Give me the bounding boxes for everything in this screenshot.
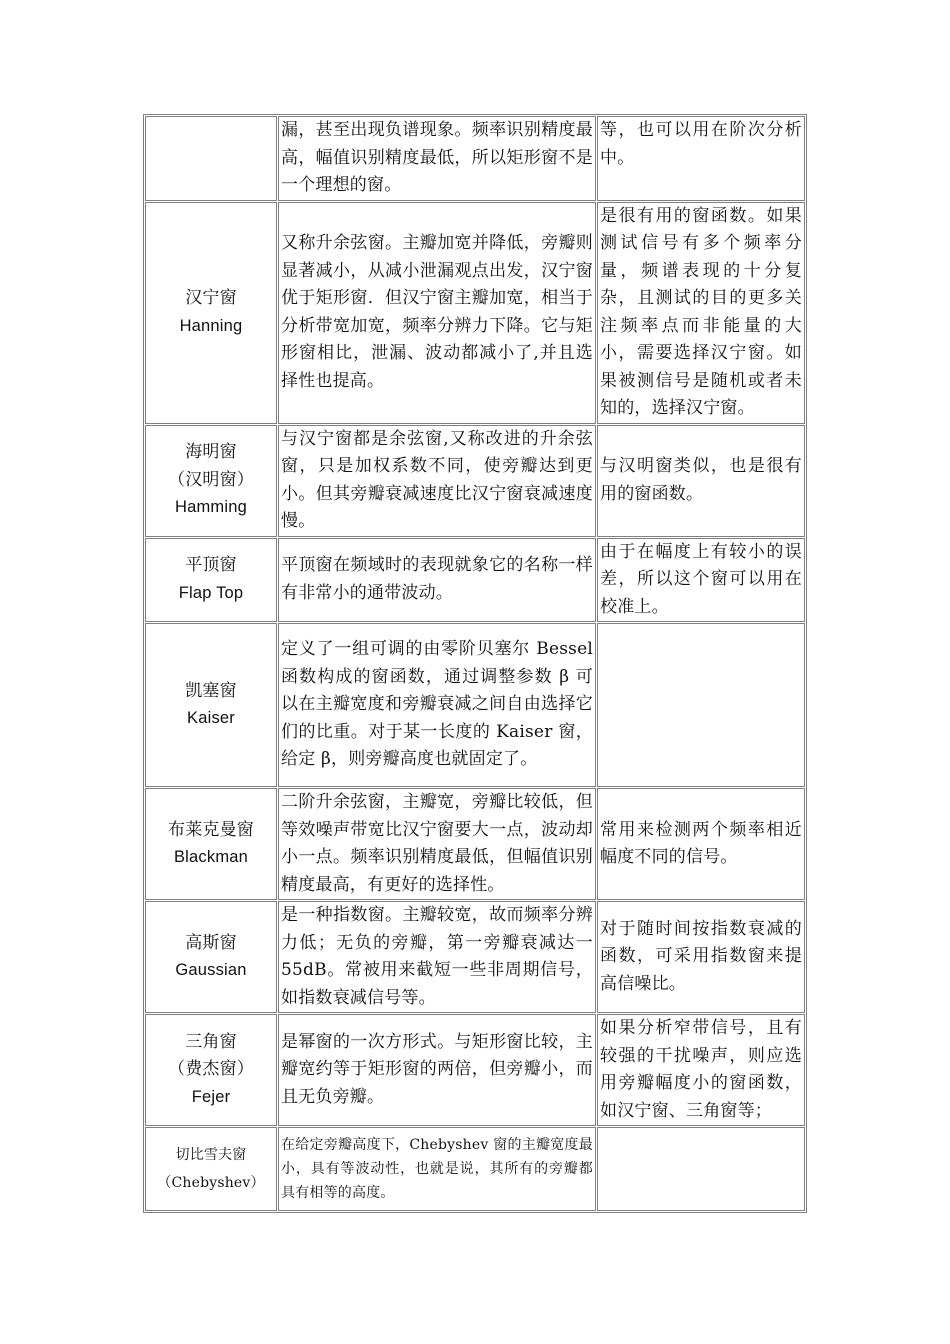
- window-name-cn: 切比雪夫窗: [175, 1147, 247, 1163]
- description-cell: 漏，甚至出现负谱现象。频率识别精度最高，幅值识别精度最低，所以矩形窗不是一个理想的窗。: [278, 116, 596, 201]
- table-row: [145, 901, 805, 1013]
- table-row: [145, 623, 805, 787]
- window-name-en: Fejer: [191, 1087, 231, 1106]
- usage-cell: [597, 623, 805, 787]
- window-name-cn: 布莱克曼窗: [168, 819, 254, 840]
- table-row: [145, 538, 805, 623]
- usage-cell: 对于随时间按指数衰减的函数，可采用指数窗来提高信噪比。: [597, 901, 805, 1013]
- usage-cell: 是很有用的窗函数。如果测试信号有多个频率分量，频谱表现的十分复杂，且测试的目的更多关注频率点而非能量的大小，需要选择汉宁窗。如果被测信号是随机或者未知的，选择汉宁窗。: [597, 202, 805, 424]
- window-name-alias: （费杰窗）: [168, 1059, 254, 1080]
- window-name-cn: 海明窗: [185, 442, 237, 463]
- window-name-en: Blackman: [173, 848, 249, 866]
- description-cell: 是一种指数窗。主瓣较宽，故而频率分辨力低；无负的旁瓣，第一旁瓣衰减达一 55dB。常被用来截短一些非周期信号，如指数衰减信号等。: [278, 901, 596, 1013]
- window-name-cell: [145, 538, 277, 623]
- window-name-en: Flap Top: [178, 583, 244, 602]
- window-name-cell: [145, 116, 277, 201]
- window-name-cell: [145, 623, 277, 787]
- usage-cell: [597, 1127, 805, 1211]
- window-name-cell: [145, 901, 277, 1013]
- table-row: [145, 788, 805, 900]
- window-name-cn: 平顶窗: [185, 555, 237, 576]
- window-name-alias: （汉明窗）: [168, 469, 254, 490]
- window-name-cn: 凯塞窗: [185, 680, 237, 701]
- description-cell: 是幂窗的一次方形式。与矩形窗比较，主瓣宽约等于矩形窗的两倍，但旁瓣小，而且无负旁瓣。: [278, 1014, 596, 1126]
- description-cell: 又称升余弦窗。主瓣加宽并降低，旁瓣则显著减小，从减小泄漏观点出发，汉宁窗优于矩形窗．但汉宁窗主瓣加宽，相当于分析带宽加宽，频率分辨力下降。它与矩形窗相比，泄漏、波动都减小了,并且选择性也提高。: [278, 202, 596, 424]
- window-name-cell: [145, 1127, 277, 1211]
- description-cell: 在给定旁瓣高度下，Chebyshev 窗的主瓣宽度最小，具有等波动性，也就是说，其所有的旁瓣都具有相等的高度。: [278, 1127, 596, 1211]
- table-row: [145, 1014, 805, 1126]
- window-name-en: Kaiser: [187, 709, 235, 727]
- usage-cell: 如果分析窄带信号，且有较强的干扰噪声，则应选用旁瓣幅度小的窗函数，如汉宁窗、三角窗等；: [597, 1014, 805, 1126]
- table-row: [145, 202, 805, 424]
- window-name-cn: 三角窗: [185, 1031, 237, 1052]
- window-name-cell: [145, 1014, 277, 1126]
- table-row: [145, 1127, 805, 1211]
- description-cell: 平顶窗在频域时的表现就象它的名称一样有非常小的通带波动。: [278, 538, 596, 623]
- window-name-cell: [145, 425, 277, 537]
- window-name-cn: 高斯窗: [185, 932, 237, 953]
- usage-cell: 与汉明窗类似，也是很有用的窗函数。: [597, 425, 805, 537]
- window-function-table: [143, 114, 807, 1213]
- table-row: [145, 425, 805, 537]
- window-name-cn: 汉宁窗: [185, 288, 237, 308]
- usage-cell: 常用来检测两个频率相近幅度不同的信号。: [597, 788, 805, 900]
- table-row: [145, 116, 805, 201]
- window-name-en: Hamming: [174, 498, 247, 517]
- description-cell: 定义了一组可调的由零阶贝塞尔 Bessel 函数构成的窗函数，通过调整参数 β 可以在主瓣宽度和旁瓣衰减之间自由选择它们的比重。对于某一长度的 Kaiser 窗，给定 β，则旁瓣高度也就固定了。: [278, 623, 596, 787]
- window-name-en: Hanning: [179, 316, 243, 335]
- window-name-cell: [145, 202, 277, 424]
- window-name-en: Gaussian: [175, 961, 247, 979]
- description-cell: 与汉宁窗都是余弦窗,又称改进的升余弦窗，只是加权系数不同，使旁瓣达到更小。但其旁瓣衰减速度比汉宁窗衰减速度慢。: [278, 425, 596, 537]
- usage-cell: 由于在幅度上有较小的误差，所以这个窗可以用在校准上。: [597, 538, 805, 623]
- usage-cell: 等，也可以用在阶次分析中。: [597, 116, 805, 201]
- window-name-en: （Chebyshev）: [157, 1175, 265, 1191]
- window-name-cell: [145, 788, 277, 900]
- description-cell: 二阶升余弦窗，主瓣宽，旁瓣比较低，但等效噪声带宽比汉宁窗要大一点，波动却小一点。频率识别精度最低，但幅值识别精度最高，有更好的选择性。: [278, 788, 596, 900]
